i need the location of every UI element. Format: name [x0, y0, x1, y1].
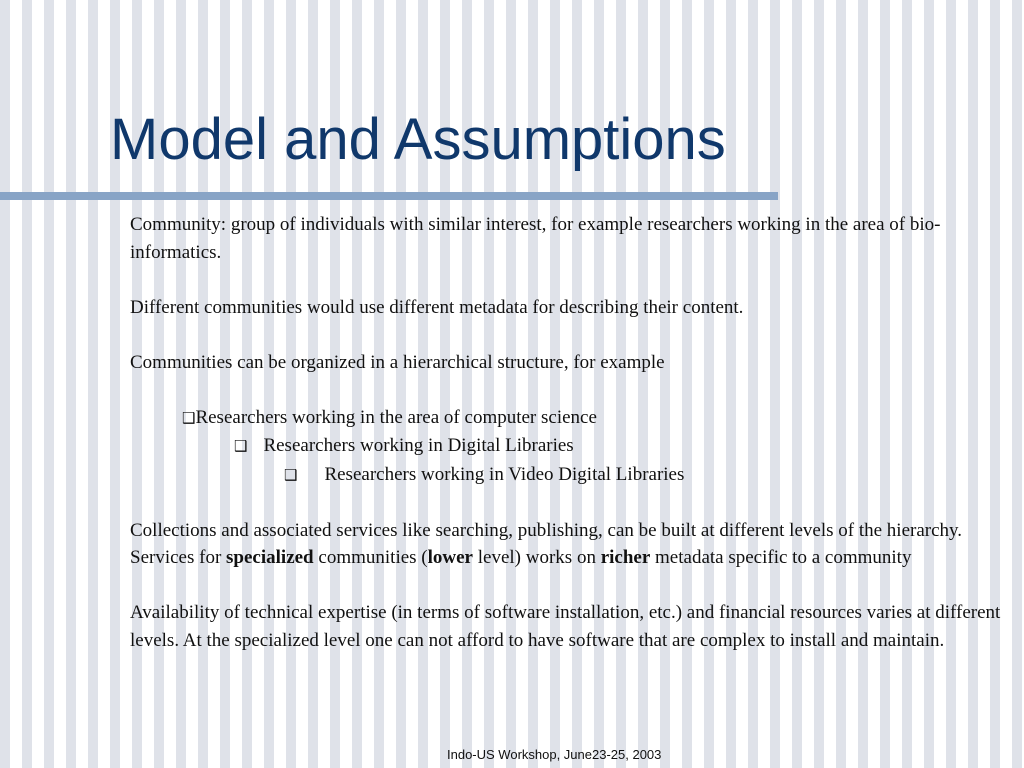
hierarchy-item-video-digital-libraries [130, 461, 1010, 490]
hierarchy-item-label: Researchers working in Digital Libraries [263, 435, 574, 456]
collections-statement [130, 517, 1010, 572]
community-definition: Community: group of individuals with similar interest, for example researchers working in the area of bio-informatics. [130, 214, 941, 263]
metadata-statement: Different communities would use different metadata for describing their content. [130, 296, 744, 318]
collections-text: Collections and associated services like searching, publishing, can be built at different levels of the hierarchy. Services for [130, 519, 963, 568]
expertise-statement: Availability of technical expertise (in terms of software installation, etc.) and financial resources varies at different levels. At the specialized level one can not afford to have software that are complex to install and maintain. [130, 602, 1001, 651]
hierarchy-item-digital-libraries [130, 432, 1010, 461]
hierarchy-intro: Communities can be organized in a hierarchical structure, for example [130, 351, 665, 373]
footer-text: Indo-US Workshop, June23-25, 2003 [447, 747, 662, 762]
hierarchy-item-label: Researchers working in the area of computer science [195, 406, 597, 428]
checkbox-bullet-icon: ❑ [182, 408, 196, 427]
emphasis-richer: richer [600, 547, 651, 568]
checkbox-bullet-icon: ❑ [284, 465, 298, 484]
collections-text: communities ( [313, 547, 428, 568]
checkbox-bullet-icon: ❑ [234, 437, 248, 455]
emphasis-specialized: specialized [226, 547, 314, 568]
title-underline [0, 192, 778, 200]
slide-body [130, 211, 1010, 654]
slide-title: Model and Assumptions [110, 107, 726, 172]
hierarchy-item-computer-science [130, 404, 1010, 433]
emphasis-lower: lower [427, 547, 473, 568]
collections-text: metadata specific to a community [650, 547, 912, 568]
hierarchy-item-label: Researchers working in Video Digital Libraries [324, 463, 685, 485]
collections-text: level) works on [473, 547, 601, 568]
